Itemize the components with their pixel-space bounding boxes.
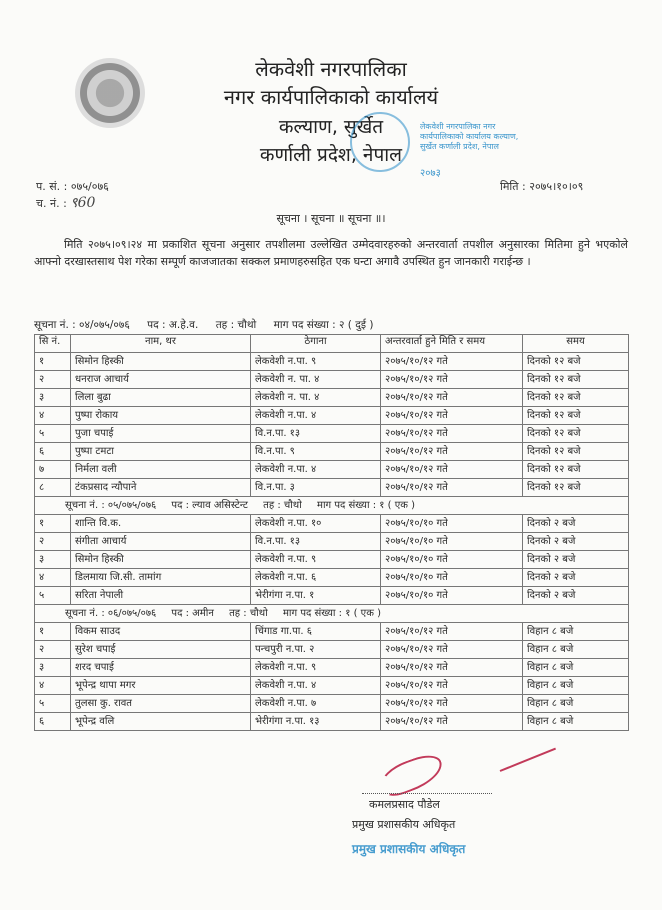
column-header-name: नाम, थर <box>71 335 251 353</box>
serial-number-cell: ७ <box>35 461 71 479</box>
table-row <box>35 533 629 551</box>
serial-number-cell: ६ <box>35 443 71 461</box>
interview-time-cell: दिनको २ बजे <box>523 569 629 587</box>
name-cell: पुजा चपाई <box>71 425 251 443</box>
interview-date-cell: २०७५/१०/१२ गते <box>381 407 523 425</box>
table-row <box>35 389 629 407</box>
notice-number: सूचना नं. : ०६/०७५/०७६ <box>65 607 157 619</box>
name-cell: विकम साउद <box>71 623 251 641</box>
column-header-sn: सि नं. <box>35 335 71 353</box>
name-cell: निर्मला वली <box>71 461 251 479</box>
address-cell: लेकवेशी न. पा. ४ <box>251 371 381 389</box>
section-1-rows <box>35 515 629 605</box>
address-cell: लेकवेशी न.पा. ६ <box>251 569 381 587</box>
interview-time-cell: दिनको २ बजे <box>523 587 629 605</box>
notice-number: सूचना नं. : ०५/०७५/०७६ <box>65 499 157 511</box>
signatory-stamp: प्रमुख प्रशासकीय अधिकृत <box>352 842 466 856</box>
serial-number-cell: ८ <box>35 479 71 497</box>
name-cell: शान्ति वि.क. <box>71 515 251 533</box>
address-cell: लेकवेशी न.पा. ७ <box>251 695 381 713</box>
table-row <box>35 551 629 569</box>
notice-number: सूचना नं. : ०४/०७५/०७६ <box>34 319 130 331</box>
serial-number-cell: ४ <box>35 569 71 587</box>
municipality-name: लेकवेशी नगरपालिका <box>255 57 407 81</box>
interview-time-cell: विहान ८ बजे <box>523 677 629 695</box>
province-country: कर्णाली प्रदेश, नेपाल <box>259 144 403 166</box>
name-cell: सरिता नेपाली <box>71 587 251 605</box>
serial-number-cell: ५ <box>35 695 71 713</box>
name-cell: पुष्पा रोकाय <box>71 407 251 425</box>
demand-count: माग पद संख्या : १ ( एक ) <box>316 499 416 511</box>
interview-date-cell: २०७५/१०/१० गते <box>381 515 523 533</box>
post-level: तह : चौथो <box>263 499 302 511</box>
interview-time-cell: दिनको १२ बजे <box>523 371 629 389</box>
interview-date-cell: २०७५/१०/१० गते <box>381 587 523 605</box>
section-header-row <box>35 605 629 623</box>
interview-date-cell: २०७५/१०/१२ गते <box>381 713 523 731</box>
table-header-row <box>35 335 629 353</box>
address-cell: लेकवेशी न.पा. १० <box>251 515 381 533</box>
office-stamp-icon <box>350 112 410 172</box>
address-cell: लेकवेशी न.पा. ४ <box>251 461 381 479</box>
interview-time-cell: दिनको १२ बजे <box>523 479 629 497</box>
table-row <box>35 425 629 443</box>
address-cell: वि.न.पा. ९ <box>251 443 381 461</box>
serial-number-cell: ६ <box>35 713 71 731</box>
serial-number-cell: १ <box>35 353 71 371</box>
address-cell: लेकवेशी न.पा. ४ <box>251 677 381 695</box>
address-cell: लेकवेशी न.पा. ४ <box>251 407 381 425</box>
name-cell: धनराज आचार्य <box>71 371 251 389</box>
serial-number-cell: २ <box>35 641 71 659</box>
serial-number-cell: ४ <box>35 407 71 425</box>
address-cell: चिंगाड गा.पा. ६ <box>251 623 381 641</box>
post-name: पद : ल्याव असिस्टेन्ट <box>171 499 248 511</box>
name-cell: पुष्पा टमटा <box>71 443 251 461</box>
section-2-rows <box>35 623 629 731</box>
interview-date-cell: २०७५/१०/१० गते <box>381 569 523 587</box>
dispatch-number-label: च. नं. : <box>36 197 67 210</box>
address-cell: लेकवेशी न.पा. ९ <box>251 659 381 677</box>
office-name: नगर कार्यपालिकाको कार्यालयं <box>223 85 439 109</box>
post-level: तह : चौथो <box>229 607 268 619</box>
interview-time-cell: दिनको २ बजे <box>523 533 629 551</box>
table-row <box>35 371 629 389</box>
table-row <box>35 695 629 713</box>
serial-number-cell: ३ <box>35 551 71 569</box>
table-row <box>35 407 629 425</box>
address-cell: लेकवेशी न. पा. ४ <box>251 389 381 407</box>
interview-time-cell: विहान ८ बजे <box>523 695 629 713</box>
interview-date-cell: २०७५/१०/१२ गते <box>381 389 523 407</box>
post-name: पद : अमीन <box>171 607 214 619</box>
serial-number-cell: ५ <box>35 587 71 605</box>
table-row <box>35 641 629 659</box>
serial-number-cell: २ <box>35 371 71 389</box>
interview-date-cell: २०७५/१०/१० गते <box>381 551 523 569</box>
document-date: मिति : २०७५।१०।०९ <box>500 180 584 193</box>
interview-date-cell: २०७५/१०/१२ गते <box>381 659 523 677</box>
interview-time-cell: विहान ८ बजे <box>523 623 629 641</box>
name-cell: टंकप्रसाद न्यौपाने <box>71 479 251 497</box>
address-cell: पन्चपुरी न.पा. २ <box>251 641 381 659</box>
address-cell: वि.न.पा. १३ <box>251 425 381 443</box>
interview-date-cell: २०७५/१०/१२ गते <box>381 677 523 695</box>
interview-time-cell: विहान ८ बजे <box>523 713 629 731</box>
interview-time-cell: दिनको २ बजे <box>523 515 629 533</box>
column-header-address: ठेगाना <box>251 335 381 353</box>
dispatch-number-value: ९60 <box>70 195 96 211</box>
dispatch-number <box>36 196 95 211</box>
post-name: पद : अ.हे.व. <box>147 319 199 331</box>
table-row <box>35 515 629 533</box>
interview-date-cell: २०७५/१०/१२ गते <box>381 461 523 479</box>
demand-count: माग पद संख्या : २ ( दुई ) <box>273 319 374 331</box>
interview-date-cell: २०७५/१०/१२ गते <box>381 641 523 659</box>
serial-number-cell: १ <box>35 623 71 641</box>
interview-date-cell: २०७५/१०/१० गते <box>381 533 523 551</box>
fiscal-year-ref: प. सं. : ०७५/०७६ <box>36 180 109 193</box>
name-cell: सुरेश चपाई <box>71 641 251 659</box>
serial-number-cell: ३ <box>35 389 71 407</box>
interview-time-cell: दिनको १२ बजे <box>523 425 629 443</box>
name-cell: डिलमाया जि.सी. तामांग <box>71 569 251 587</box>
interview-date-cell: २०७५/१०/१२ गते <box>381 353 523 371</box>
table-row <box>35 587 629 605</box>
demand-count: माग पद संख्या : १ ( एक ) <box>282 607 381 619</box>
table-row <box>35 443 629 461</box>
signatory-name: कमलप्रसाद पौडेल <box>369 798 440 811</box>
interview-date-cell: २०७५/१०/१२ गते <box>381 623 523 641</box>
address-cell: भेरीगंगा न.पा. १ <box>251 587 381 605</box>
section-0-rows <box>35 353 629 497</box>
name-cell: सिमोन हिस्की <box>71 353 251 371</box>
interview-date-cell: २०७५/१०/१२ गते <box>381 479 523 497</box>
office-location: कल्याण, सुर्खेत <box>278 116 384 138</box>
name-cell: तुलसा कु. रावत <box>71 695 251 713</box>
interview-time-cell: दिनको १२ बजे <box>523 353 629 371</box>
interview-date-cell: २०७५/१०/१२ गते <box>381 425 523 443</box>
address-cell: लेकवेशी न.पा. ९ <box>251 353 381 371</box>
interview-time-cell: दिनको १२ बजे <box>523 389 629 407</box>
table-row <box>35 569 629 587</box>
table-row <box>35 677 629 695</box>
address-cell: भेरीगंगा न.पा. १३ <box>251 713 381 731</box>
notice-paragraph: मिति २०७५।०९।२४ मा प्रकाशित सूचना अनुसार तपशीलमा उल्लेखित उम्मेदवारहरुको अन्तरवार्ता तपशील अनुसारका मितिमा हुने भएकोले आफ्नो दरखास्तसाथ पेश गरेका सम्पूर्ण काजजातका सक्कल प्रमाणहरुसहित एक घन्टा अगावै उपस्थित हुन जानकारी गराईन्छ । <box>34 238 628 268</box>
address-cell: लेकवेशी न.पा. ९ <box>251 551 381 569</box>
interview-time-cell: विहान ८ बजे <box>523 641 629 659</box>
signature-stroke-icon <box>500 748 556 772</box>
notice-title: सूचना । सूचना ॥ सूचना ॥। <box>276 212 386 225</box>
table-row <box>35 461 629 479</box>
name-cell: सिमोन हिस्की <box>71 551 251 569</box>
serial-number-cell: ३ <box>35 659 71 677</box>
interview-time-cell: विहान ८ बजे <box>523 659 629 677</box>
name-cell: संगीता आचार्य <box>71 533 251 551</box>
name-cell: शरद चपाई <box>71 659 251 677</box>
table-row <box>35 623 629 641</box>
interview-time-cell: दिनको २ बजे <box>523 551 629 569</box>
serial-number-cell: ४ <box>35 677 71 695</box>
serial-number-cell: १ <box>35 515 71 533</box>
interview-time-cell: दिनको १२ बजे <box>523 407 629 425</box>
column-header-time: समय <box>523 335 629 353</box>
section-header-row <box>35 497 629 515</box>
address-cell: वि.न.पा. ३ <box>251 479 381 497</box>
office-stamp: लेकवेशी नगरपालिका नगर कार्यपालिकाको कार्यालय कल्याण, सुर्खेत कर्णाली प्रदेश, नेपाल <box>420 122 519 151</box>
table-row <box>35 479 629 497</box>
table-row <box>35 353 629 371</box>
table-row <box>35 659 629 677</box>
office-stamp-year: २०७३ <box>420 168 441 179</box>
column-header-date: अन्तरवार्ता हुने मिति र समय <box>381 335 523 353</box>
interview-date-cell: २०७५/१०/१२ गते <box>381 695 523 713</box>
interview-date-cell: २०७५/१०/१२ गते <box>381 443 523 461</box>
address-cell: वि.न.पा. १३ <box>251 533 381 551</box>
name-cell: भूपेन्द्र वलि <box>71 713 251 731</box>
candidate-table <box>34 334 629 731</box>
table-row <box>35 713 629 731</box>
serial-number-cell: ५ <box>35 425 71 443</box>
section-header <box>34 318 387 332</box>
signature-line <box>362 793 492 794</box>
name-cell: लिला बुढा <box>71 389 251 407</box>
name-cell: भूपेन्द्र थापा मगर <box>71 677 251 695</box>
interview-date-cell: २०७५/१०/१२ गते <box>381 371 523 389</box>
signatory-title: प्रमुख प्रशासकीय अधिकृत <box>352 818 456 831</box>
post-level: तह : चौथो <box>215 319 257 331</box>
interview-time-cell: दिनको १२ बजे <box>523 443 629 461</box>
serial-number-cell: २ <box>35 533 71 551</box>
interview-time-cell: दिनको १२ बजे <box>523 461 629 479</box>
